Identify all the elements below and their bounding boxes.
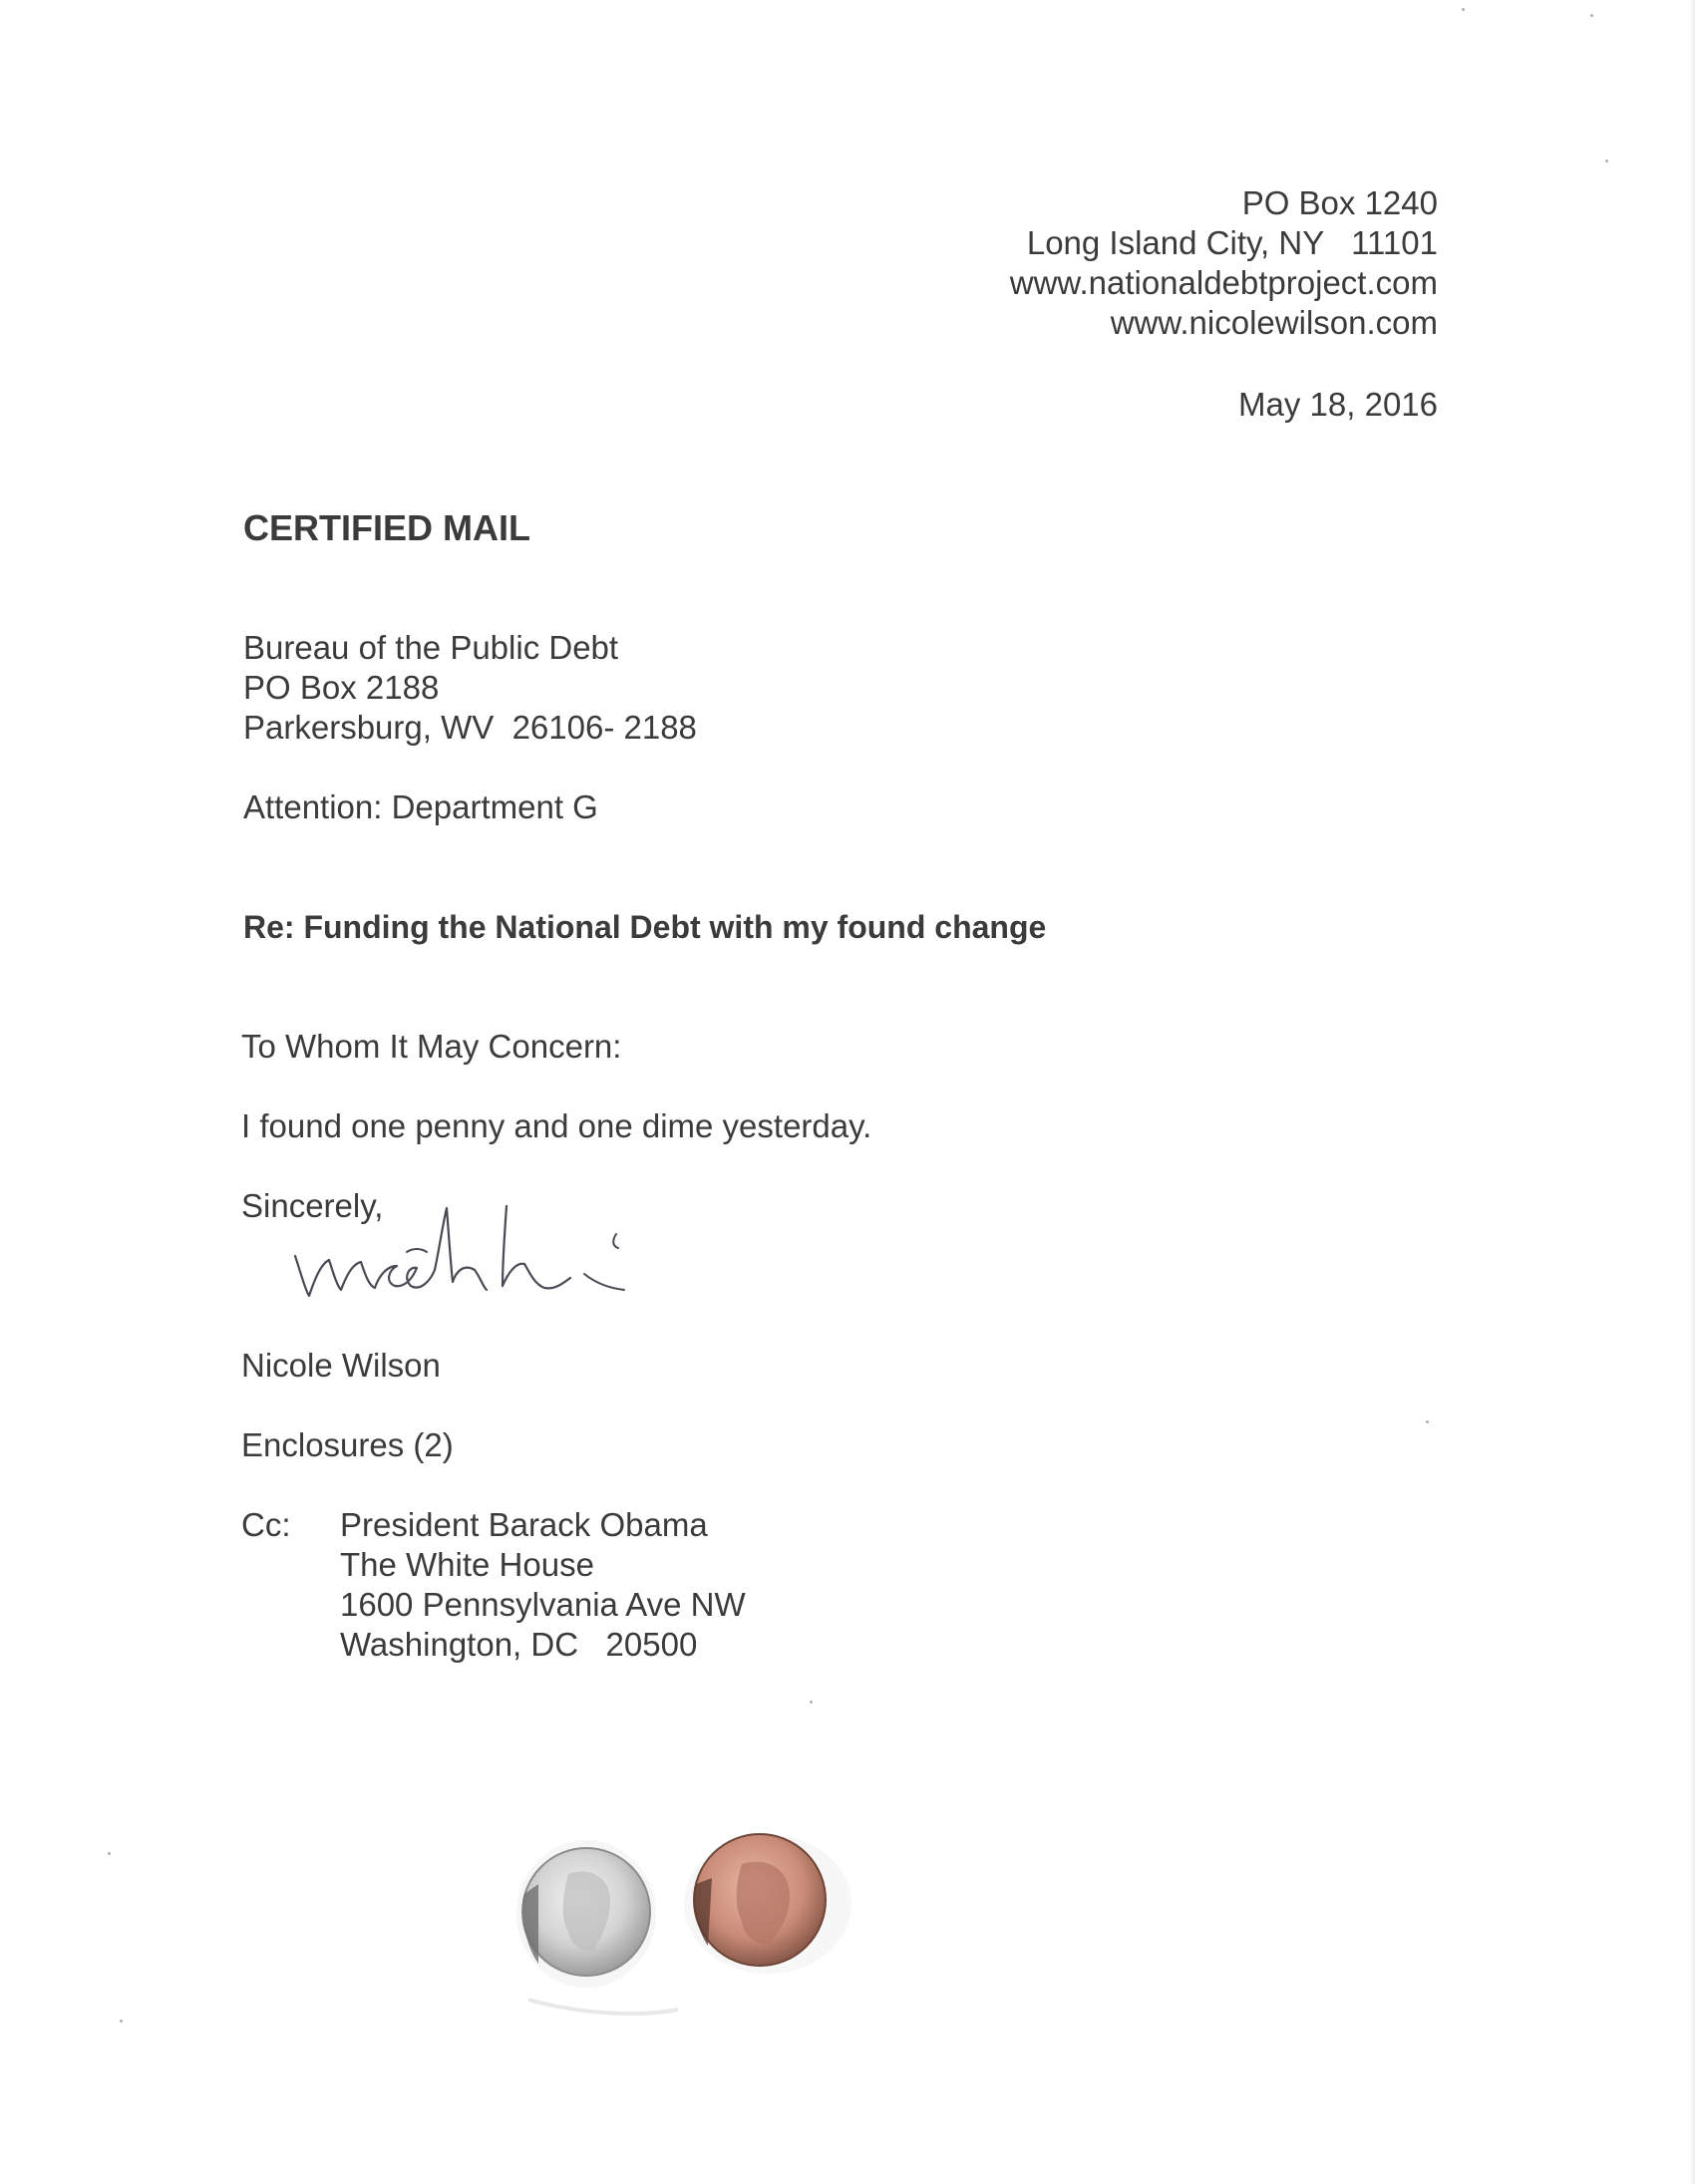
scan-speck	[1605, 159, 1608, 162]
penny-coin	[684, 1834, 851, 1974]
signer-name: Nicole Wilson	[241, 1347, 441, 1384]
closing: Sincerely,	[241, 1187, 384, 1224]
scan-speck	[1462, 8, 1465, 11]
enclosed-coins	[499, 1804, 897, 2024]
sender-po-box: PO Box 1240	[1241, 184, 1438, 221]
letter-body: I found one penny and one dime yesterday.	[241, 1107, 872, 1144]
delivery-method: CERTIFIED MAIL	[243, 507, 530, 548]
sender-website-2: www.nicolewilson.com	[1110, 304, 1438, 341]
cc-address	[340, 1505, 746, 1665]
scan-speck	[120, 2020, 123, 2023]
recipient-address	[243, 628, 697, 748]
recipient-name: Bureau of the Public Debt	[243, 629, 619, 666]
sender-website-1: www.nationaldebtproject.com	[1009, 264, 1438, 301]
cc-address-line-3: Washington, DC 20500	[340, 1626, 698, 1663]
attention-line: Attention: Department G	[243, 788, 598, 825]
scan-speck	[810, 1701, 813, 1704]
scan-edge	[1689, 0, 1695, 2184]
scan-speck	[108, 1852, 111, 1855]
cc-address-line-1: The White House	[340, 1546, 594, 1583]
enclosures-note: Enclosures (2)	[241, 1426, 454, 1463]
cc-label: Cc:	[241, 1506, 291, 1543]
sender-city: Long Island City, NY 11101	[1026, 224, 1438, 261]
recipient-po-box: PO Box 2188	[243, 669, 440, 706]
recipient-city: Parkersburg, WV 26106- 2188	[243, 709, 697, 746]
subject-line: Re: Funding the National Debt with my found change	[243, 909, 1047, 945]
dime-coin	[516, 1840, 656, 1988]
salutation: To Whom It May Concern:	[241, 1028, 622, 1065]
handwritten-signature	[289, 1194, 658, 1314]
cc-name: President Barack Obama	[340, 1506, 708, 1543]
scan-speck	[1590, 14, 1593, 17]
letter-date: May 18, 2016	[1238, 386, 1438, 423]
cc-address-line-2: 1600 Pennsylvania Ave NW	[340, 1586, 746, 1623]
scan-speck	[1426, 1420, 1429, 1423]
sender-address	[1010, 183, 1438, 343]
